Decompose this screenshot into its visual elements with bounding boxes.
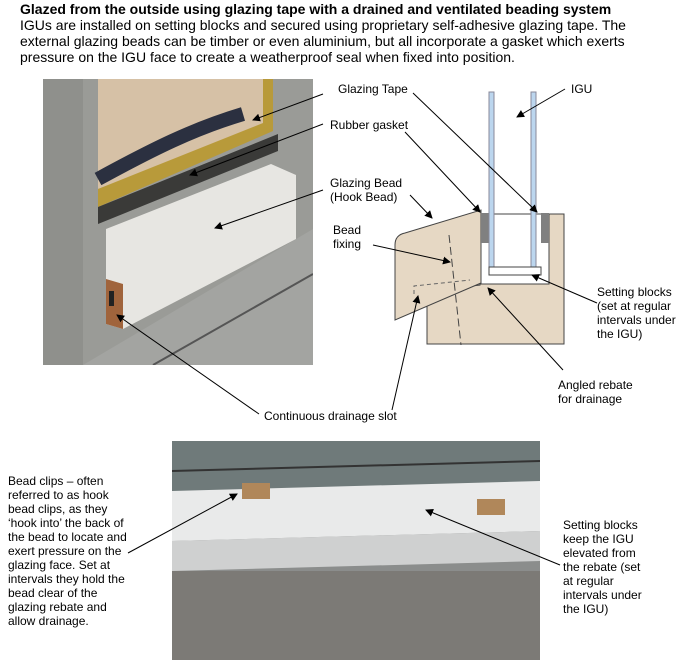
label-bead-fixing: Bead fixing — [333, 223, 362, 251]
label-rubber-gasket: Rubber gasket — [330, 118, 409, 132]
intro-paragraph: IGUs are installed on setting blocks and secured using proprietary self-adhesive glazing tape. The external glazing beads can be timber or even aluminium, but all incorporate a gasket which exerts pressure on the IGU face to create a weatherproof seal when fixed into position. — [20, 17, 626, 65]
label-igu: IGU — [571, 82, 593, 96]
label-angled-rebate: Angled rebate for drainage — [558, 378, 633, 406]
glazing-tape — [541, 213, 549, 243]
label-glazing-tape: Glazing Tape — [338, 82, 408, 96]
label-drainage-slot: Continuous drainage slot — [264, 409, 397, 423]
label-glazing-bead: Glazing Bead (Hook Bead) — [330, 176, 403, 204]
label-setting-blocks: Setting blocks (set at regular intervals under the IGU) — [597, 285, 676, 341]
gasket — [481, 213, 489, 243]
setting-block — [489, 267, 541, 275]
heading: Glazed from the outside using glazing tape with a drained and ventilated beading system — [20, 1, 612, 17]
label-bead-clips: Bead clips – often referred to as hook bead clips, as they ‘hook into’ the back of the bead to locate and exert pressure on the glazing face. Set at intervals they hold the bead clear of the glazing rebate and allow drainage. — [8, 474, 127, 628]
label-setting-blocks-2: Setting blocks keep the IGU elevated from the rebate (set at regular intervals under the IGU) — [563, 518, 642, 616]
